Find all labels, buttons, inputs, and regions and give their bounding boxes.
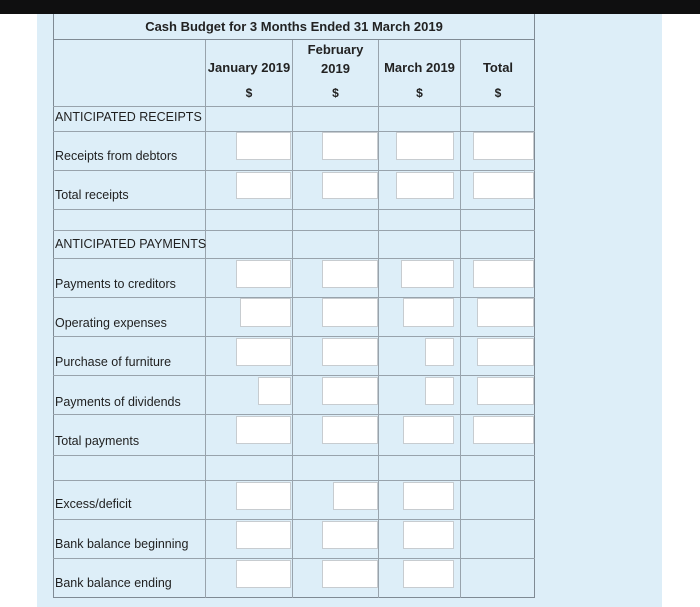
currency-march: $ xyxy=(416,86,423,100)
purchase-of-furniture-january-input[interactable] xyxy=(236,338,291,366)
currency-january: $ xyxy=(245,86,253,100)
row-divider xyxy=(53,209,535,210)
receipts-from-debtors-march-input[interactable] xyxy=(396,132,454,160)
payments-of-dividends-total-input[interactable] xyxy=(477,377,534,405)
payments-to-creditors-march-input[interactable] xyxy=(401,260,454,288)
total-payments-total-input[interactable] xyxy=(473,416,534,444)
row-divider xyxy=(53,414,535,415)
receipts-from-debtors-total-input[interactable] xyxy=(473,132,534,160)
row-label-total-receipts: Total receipts xyxy=(55,188,129,202)
row-divider xyxy=(53,558,535,559)
row-divider xyxy=(53,170,535,171)
excess-deficit-february-input[interactable] xyxy=(333,482,378,510)
bank-balance-beginning-march-input[interactable] xyxy=(403,521,454,549)
operating-expenses-march-input[interactable] xyxy=(403,298,454,327)
total-receipts-total-input[interactable] xyxy=(473,172,534,199)
payments-of-dividends-march-input[interactable] xyxy=(425,377,454,405)
col-divider xyxy=(460,40,461,598)
section-anticipated-payments: ANTICIPATED PAYMENTS xyxy=(55,237,207,251)
currency-total: $ xyxy=(494,86,502,100)
row-divider xyxy=(53,519,535,520)
row-label-payments-of-dividends: Payments of dividends xyxy=(55,395,181,409)
bank-balance-beginning-january-input[interactable] xyxy=(236,521,291,549)
top-bar xyxy=(0,0,700,14)
table-title: Cash Budget for 3 Months Ended 31 March 2019 xyxy=(53,14,535,40)
row-label-operating-expenses: Operating expenses xyxy=(55,316,167,330)
receipts-from-debtors-january-input[interactable] xyxy=(236,132,291,160)
row-label-excess-deficit: Excess/deficit xyxy=(55,497,132,511)
purchase-of-furniture-february-input[interactable] xyxy=(322,338,378,366)
total-payments-january-input[interactable] xyxy=(236,416,291,444)
operating-expenses-february-input[interactable] xyxy=(322,298,378,327)
row-label-purchase-of-furniture: Purchase of furniture xyxy=(55,355,172,369)
total-receipts-january-input[interactable] xyxy=(236,172,291,199)
excess-deficit-march-input[interactable] xyxy=(403,482,454,510)
total-receipts-march-input[interactable] xyxy=(396,172,454,199)
bank-balance-beginning-february-input[interactable] xyxy=(322,521,378,549)
receipts-from-debtors-february-input[interactable] xyxy=(322,132,378,160)
total-payments-march-input[interactable] xyxy=(403,416,454,444)
row-label-receipts-from-debtors: Receipts from debtors xyxy=(55,149,178,163)
col-divider xyxy=(292,40,293,598)
section-anticipated-receipts: ANTICIPATED RECEIPTS xyxy=(55,110,202,124)
col-header-total: Total xyxy=(482,60,514,75)
bank-balance-ending-february-input[interactable] xyxy=(322,560,378,588)
excess-deficit-january-input[interactable] xyxy=(236,482,291,510)
col-header-march: March 2019 xyxy=(384,60,455,75)
col-header-january: January 2019 xyxy=(207,60,291,75)
row-label-total-payments: Total payments xyxy=(55,434,140,448)
total-receipts-february-input[interactable] xyxy=(322,172,378,199)
bank-balance-ending-january-input[interactable] xyxy=(236,560,291,588)
payments-to-creditors-february-input[interactable] xyxy=(322,260,378,288)
row-divider xyxy=(53,230,535,231)
col-divider xyxy=(205,40,206,598)
operating-expenses-january-input[interactable] xyxy=(240,298,291,327)
row-label-payments-to-creditors: Payments to creditors xyxy=(55,277,176,291)
payments-of-dividends-february-input[interactable] xyxy=(322,377,378,405)
currency-february: $ xyxy=(332,86,339,100)
row-divider xyxy=(53,106,535,107)
bank-balance-ending-march-input[interactable] xyxy=(403,560,454,588)
payments-of-dividends-january-input[interactable] xyxy=(258,377,291,405)
row-label-bank-balance-ending: Bank balance ending xyxy=(55,576,172,590)
row-divider xyxy=(53,336,535,337)
row-divider xyxy=(53,375,535,376)
operating-expenses-total-input[interactable] xyxy=(477,298,534,327)
row-label-bank-balance-beginning: Bank balance beginning xyxy=(55,537,189,551)
purchase-of-furniture-total-input[interactable] xyxy=(477,338,534,366)
row-divider xyxy=(53,480,535,481)
col-header-february: February 2019 xyxy=(307,42,364,76)
total-payments-february-input[interactable] xyxy=(322,416,378,444)
payments-to-creditors-january-input[interactable] xyxy=(236,260,291,288)
row-divider xyxy=(53,131,535,132)
payments-to-creditors-total-input[interactable] xyxy=(473,260,534,288)
row-divider xyxy=(53,258,535,259)
col-divider xyxy=(378,40,379,598)
purchase-of-furniture-march-input[interactable] xyxy=(425,338,454,366)
row-divider xyxy=(53,297,535,298)
row-divider xyxy=(53,455,535,456)
